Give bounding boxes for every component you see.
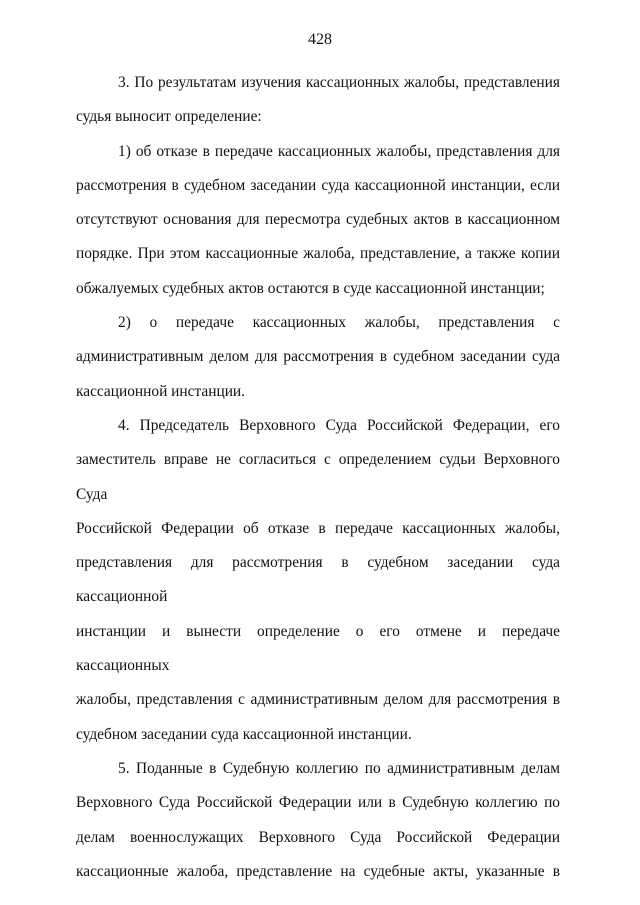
paragraph-3-item-2 [76, 306, 560, 409]
text-line: Российской Федерации об отказе в передаче кассационных жалобы, [76, 519, 560, 537]
text-line: порядке. При этом кассационные жалоба, представление, а также копии [76, 245, 560, 263]
text-line: заместитель вправе не согласиться с определением судьи Верховного Суда [76, 451, 560, 503]
text-line: Верховного Суда Российской Федерации или в Судебную коллегию по [76, 794, 560, 812]
text-line: 5. Поданные в Судебную коллегию по административным делам [118, 759, 560, 777]
paragraph-3 [76, 66, 560, 135]
text-line: отсутствуют основания для пересмотра судебных актов в кассационном [76, 211, 560, 229]
text-line: представления для рассмотрения в судебном заседании суда кассационной [76, 554, 560, 606]
text-line: 3. По результатам изучения кассационных жалобы, представления [118, 74, 560, 91]
text-line: рассмотрения в судебном заседании суда кассационной инстанции, если [76, 176, 560, 194]
text-line: 2) о передаче кассационных жалобы, представления с [118, 314, 560, 332]
text-line: 4. Председатель Верховного Суда Российской Федерации, его [118, 416, 560, 434]
text-line: кассационной инстанции. [76, 382, 246, 400]
document-body [76, 66, 560, 889]
text-line: кассационные жалоба, представление на судебные акты, указанные в [76, 862, 560, 880]
page-number: 428 [308, 31, 332, 48]
text-line: жалобы, представления с административным делом для рассмотрения в [76, 691, 560, 709]
paragraph-5 [76, 752, 560, 889]
paragraph-3-item-1 [76, 135, 560, 306]
text-line: обжалуемых судебных актов остаются в суде кассационной инстанции; [76, 279, 545, 297]
paragraph-4 [76, 409, 560, 752]
text-line: инстанции и вынести определение о его отмене и передаче кассационных [76, 622, 560, 675]
text-line: делам военнослужащих Верховного Суда Российской Федерации [76, 828, 560, 846]
text-line: судья выносит определение: [76, 108, 262, 126]
text-line: 1) об отказе в передаче кассационных жалобы, представления для [118, 142, 560, 160]
text-line: административным делом для рассмотрения в судебном заседании суда [76, 348, 560, 366]
text-line: судебном заседании суда кассационной инстанции. [76, 725, 412, 743]
